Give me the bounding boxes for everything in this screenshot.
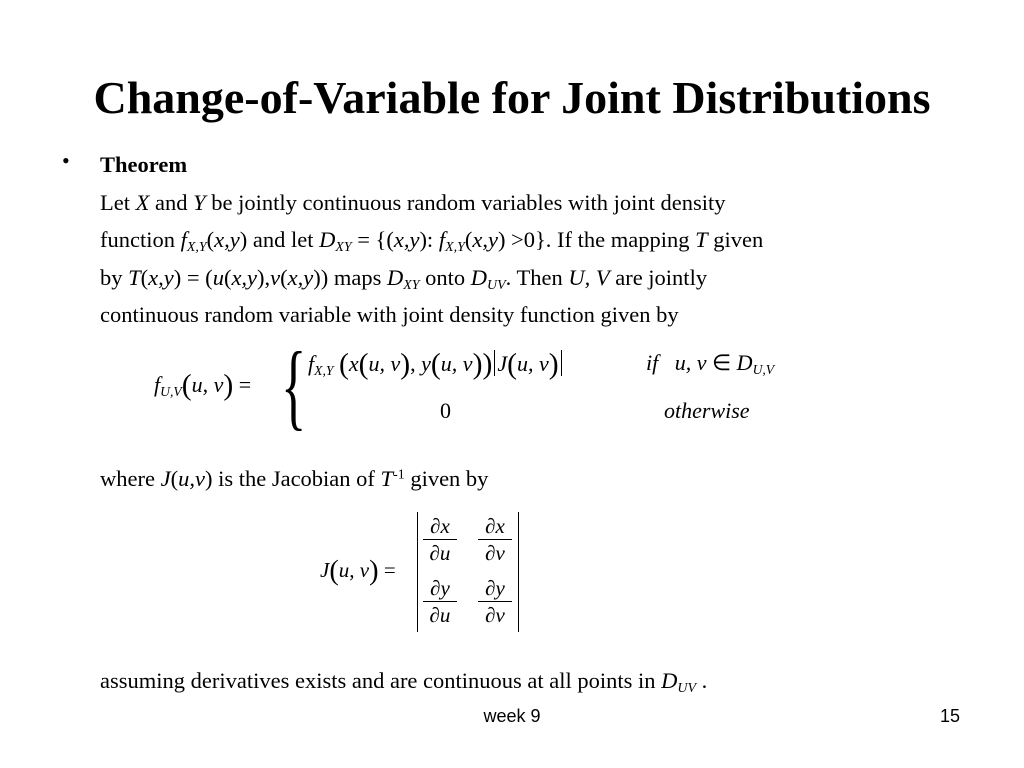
formula-lhs: $f_{U,V}(u$, v) = [154, 369, 252, 402]
theorem-block [100, 146, 980, 334]
statement-line-2: function $f_{X,Y}(x,y)$ and let $D_{XY} = \{(x,y)$: $f_{X,Y}(x,y) >0$}. If the mapping T given [100, 227, 764, 256]
formula-condition-2: otherwise [664, 398, 750, 423]
assumption-text: assuming derivatives exists and are continuous at all points in $D_{UV}$ . [100, 668, 708, 697]
footer-week: week 9 [483, 706, 541, 726]
statement-line-4: continuous random variable with joint density function given by [100, 302, 679, 327]
formula-condition-1: if u, v ∈ $D_{U,V}$ [646, 350, 775, 378]
jacobian-formula [320, 510, 620, 635]
jacobian-entry-22: $\frac{\partial y}{\partial v}$ [478, 576, 512, 627]
jacobian-entry-21: $\frac{\partial y}{\partial u}$ [423, 576, 457, 627]
statement-line-3: by T(x,y) = (u(x,y),v(x,y)) maps $D_{XY}$ onto $D_{UV}$. Then U, V are jointly [100, 264, 708, 293]
page-number: 15 [940, 706, 961, 726]
jacobian-intro: where J(u,v) is the Jacobian of $T^{-1}$ given by [100, 466, 489, 491]
determinant-right-bar [518, 512, 519, 632]
statement-line-1: Let X and Y be jointly continuous random variables with joint density [100, 189, 726, 215]
formula-case-2: 0 [440, 398, 451, 423]
jacobian-entry-11: $\frac{\partial x}{\partial u}$ [423, 514, 457, 565]
formula-case-1: $f_{X,Y}$ (x(u, v), y(u, v)) J(u, v) [308, 350, 564, 377]
theorem-label: Theorem [100, 152, 188, 177]
density-formula [150, 332, 850, 439]
left-brace: { [281, 332, 307, 439]
determinant-left-bar [417, 512, 418, 632]
bullet-marker: • [62, 148, 70, 173]
slide-title: Change-of-Variable for Joint Distributions [93, 72, 931, 123]
jacobian-entry-12: $\frac{\partial x}{\partial v}$ [478, 514, 512, 565]
jacobian-lhs: J(u, v) = [320, 555, 396, 587]
